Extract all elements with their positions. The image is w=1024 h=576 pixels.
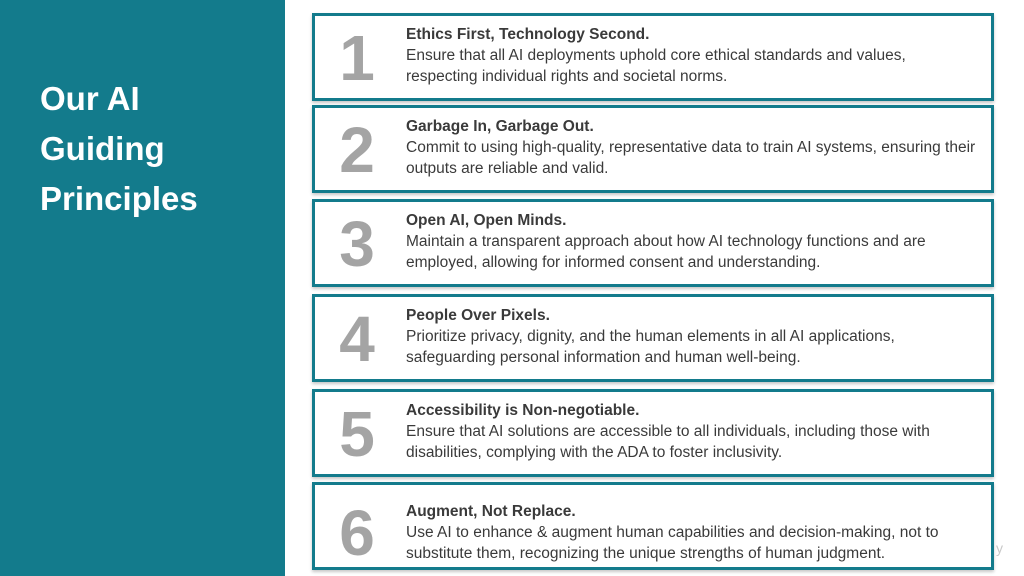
principle-text [406, 24, 981, 87]
principle-text [406, 116, 981, 179]
principle-text [406, 400, 981, 463]
principle-number: 6 [339, 497, 375, 569]
principle-description: Ensure that AI solutions are accessible to all individuals, including those with disabilities, complying with the ADA to foster inclusivity. [406, 423, 930, 461]
principle-number: 4 [339, 303, 375, 375]
slide-title-line: Guiding [40, 130, 165, 167]
principle-heading: People Over Pixels. [406, 307, 550, 324]
principle-number: 1 [339, 22, 375, 94]
principle-card-1 [312, 13, 994, 101]
principle-heading: Augment, Not Replace. [406, 503, 576, 520]
principle-card-5 [312, 389, 994, 477]
slide-title-line: Principles [40, 180, 198, 217]
principle-description: Use AI to enhance & augment human capabilities and decision-making, not to substitute them, recognizing the unique strengths of human judgment. [406, 524, 939, 562]
principle-number: 5 [339, 398, 375, 470]
principle-text [406, 305, 981, 368]
slide-title [40, 74, 270, 224]
principle-description: Prioritize privacy, dignity, and the human elements in all AI applications, safeguarding personal information and human well-being. [406, 328, 895, 366]
principle-description: Commit to using high-quality, representative data to train AI systems, ensuring their outputs are reliable and valid. [406, 139, 976, 177]
principle-text [406, 501, 981, 564]
principle-description: Maintain a transparent approach about how AI technology functions and are employed, allowing for informed consent and understanding. [406, 233, 926, 271]
principle-card-2 [312, 105, 994, 193]
slide-title-line: Our AI [40, 80, 140, 117]
principle-card-4 [312, 294, 994, 382]
principle-number: 2 [339, 114, 375, 186]
principle-heading: Open AI, Open Minds. [406, 212, 567, 229]
principle-heading: Garbage In, Garbage Out. [406, 118, 594, 135]
principle-heading: Accessibility is Non-negotiable. [406, 402, 640, 419]
principle-card-6 [312, 482, 994, 570]
principle-text [406, 210, 981, 273]
principle-number: 3 [339, 208, 375, 280]
principle-heading: Ethics First, Technology Second. [406, 26, 650, 43]
sidebar-panel [0, 0, 285, 576]
principle-card-3 [312, 199, 994, 287]
footer-mark: y [996, 540, 1003, 556]
principle-description: Ensure that all AI deployments uphold core ethical standards and values, respecting individual rights and societal norms. [406, 47, 906, 85]
